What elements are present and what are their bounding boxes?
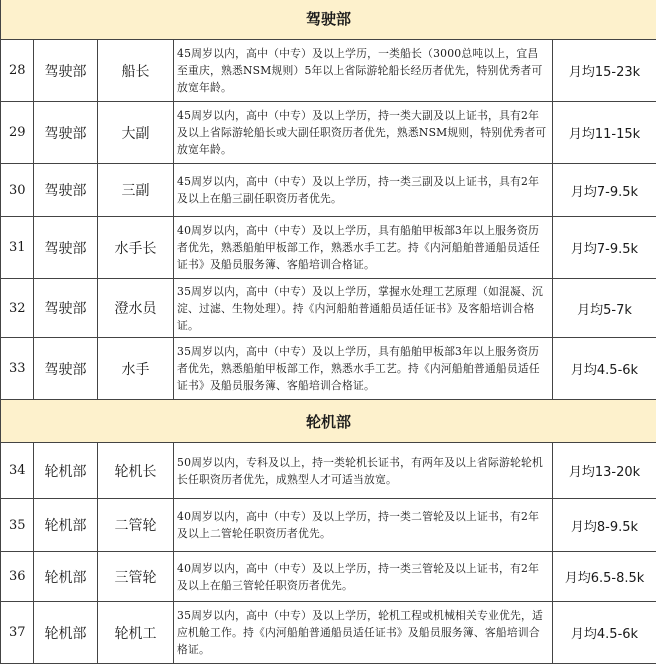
row-number: 35 [1, 499, 34, 552]
salary-cell: 月均7-9.5k [553, 164, 656, 217]
table-row [1, 499, 656, 552]
position-cell: 澄水员 [98, 279, 174, 338]
table-row [1, 102, 656, 164]
table-row [1, 443, 656, 499]
requirements-cell: 45周岁以内，高中（中专）及以上学历，持一类三副及以上证书，具有2年及以上在船三副任职资历者优先。 [174, 164, 553, 217]
salary-cell: 月均4.5-6k [553, 338, 656, 400]
requirements-cell: 45周岁以内，高中（中专）及以上学历，一类船长（3000总吨以上，宜昌至重庆，熟悉NSM规则）5年以上省际游轮船长经历者优先，特别优秀者可放宽年龄。 [174, 40, 553, 102]
requirements-cell: 40周岁以内，高中（中专）及以上学历，持一类二管轮及以上证书，有2年及以上二管轮任职资历者优先。 [174, 499, 553, 552]
requirements-cell: 50周岁以内，专科及以上，持一类轮机长证书，有两年及以上省际游轮轮机长任职资历者优先，成熟型人才可适当放宽。 [174, 443, 553, 499]
row-number: 34 [1, 443, 34, 499]
department-cell: 驾驶部 [34, 217, 98, 279]
requirements-cell: 40周岁以内，高中（中专）及以上学历，持一类三管轮及以上证书，有2年及以上在船三管轮任职资历者优先。 [174, 552, 553, 602]
row-number: 36 [1, 552, 34, 602]
position-cell: 水手 [98, 338, 174, 400]
requirements-cell: 35周岁以内，高中（中专）及以上学历，掌握水处理工艺原理（如混凝、沉淀、过滤、生物处理）。持《内河船舶普通船员适任证书》及客船培训合格证。 [174, 279, 553, 338]
position-cell: 三管轮 [98, 552, 174, 602]
salary-cell: 月均6.5-8.5k [553, 552, 656, 602]
position-cell: 二管轮 [98, 499, 174, 552]
table-row [1, 602, 656, 664]
row-number: 32 [1, 279, 34, 338]
table-row [1, 217, 656, 279]
table-row [1, 338, 656, 400]
section-header-engine [1, 400, 656, 443]
department-cell: 轮机部 [34, 602, 98, 664]
position-cell: 轮机长 [98, 443, 174, 499]
requirements-cell: 40周岁以内，高中（中专）及以上学历，具有船舶甲板部3年以上服务资历者优先，熟悉船舶甲板部工作，熟悉水手工艺。持《内河船舶普通船员适任证书》及船员服务簿、客船培训合格证。 [174, 217, 553, 279]
row-number: 28 [1, 40, 34, 102]
salary-cell: 月均8-9.5k [553, 499, 656, 552]
position-cell: 船长 [98, 40, 174, 102]
requirements-cell: 35周岁以内，高中（中专）及以上学历，轮机工程或机械相关专业优先，适应机舱工作。持《内河船舶普通船员适任证书》及船员服务簿、客船培训合格证。 [174, 602, 553, 664]
department-cell: 轮机部 [34, 443, 98, 499]
table-row [1, 164, 656, 217]
section-title: 驾驶部 [1, 0, 656, 40]
requirements-cell: 45周岁以内，高中（中专）及以上学历，持一类大副及以上证书，具有2年及以上省际游轮船长或大副任职资历者优先，熟悉NSM规则，特别优秀者可放宽年龄。 [174, 102, 553, 164]
salary-cell: 月均11-15k [553, 102, 656, 164]
salary-cell: 月均13-20k [553, 443, 656, 499]
position-cell: 轮机工 [98, 602, 174, 664]
department-cell: 轮机部 [34, 552, 98, 602]
department-cell: 驾驶部 [34, 338, 98, 400]
department-cell: 驾驶部 [34, 102, 98, 164]
row-number: 37 [1, 602, 34, 664]
salary-cell: 月均15-23k [553, 40, 656, 102]
salary-cell: 月均5-7k [553, 279, 656, 338]
row-number: 33 [1, 338, 34, 400]
section-header-deck [1, 0, 656, 40]
row-number: 31 [1, 217, 34, 279]
requirements-cell: 35周岁以内，高中（中专）及以上学历，具有船舶甲板部3年以上服务资历者优先，熟悉船舶甲板部工作，熟悉水手工艺。持《内河船舶普通船员适任证书》及船员服务簿、客船培训合格证。 [174, 338, 553, 400]
salary-cell: 月均4.5-6k [553, 602, 656, 664]
position-cell: 水手长 [98, 217, 174, 279]
position-cell: 三副 [98, 164, 174, 217]
table-row [1, 552, 656, 602]
row-number: 30 [1, 164, 34, 217]
table-row [1, 279, 656, 338]
section-title: 轮机部 [1, 400, 656, 443]
department-cell: 驾驶部 [34, 164, 98, 217]
row-number: 29 [1, 102, 34, 164]
position-cell: 大副 [98, 102, 174, 164]
salary-cell: 月均7-9.5k [553, 217, 656, 279]
table-row [1, 40, 656, 102]
department-cell: 驾驶部 [34, 40, 98, 102]
department-cell: 驾驶部 [34, 279, 98, 338]
department-cell: 轮机部 [34, 499, 98, 552]
